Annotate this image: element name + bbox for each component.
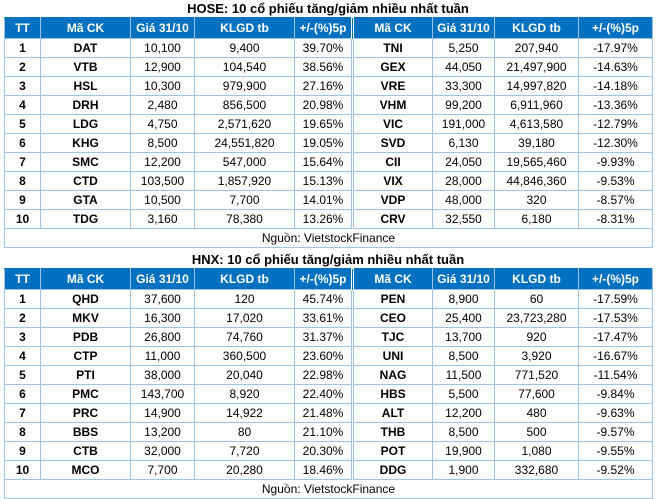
ticker-cell: VIC	[353, 115, 433, 134]
rank-cell: 10	[5, 461, 41, 480]
price-cell: 5,250	[433, 39, 495, 58]
ticker-cell: DAT	[41, 39, 131, 58]
volume-cell: 9,400	[195, 39, 295, 58]
ticker-cell: PTI	[41, 366, 131, 385]
change-cell: -14.63%	[579, 58, 653, 77]
page-title: HNX: 10 cổ phiếu tăng/giảm nhiều nhất tuần	[191, 252, 465, 267]
change-cell: 14.01%	[295, 191, 353, 210]
rank-cell: 7	[5, 153, 41, 172]
volume-cell: 207,940	[495, 39, 579, 58]
price-cell: 44,050	[433, 58, 495, 77]
change-cell: -9.63%	[579, 404, 653, 423]
ticker-cell: CTB	[41, 442, 131, 461]
price-cell: 10,500	[131, 191, 195, 210]
change-cell: -17.47%	[579, 328, 653, 347]
column-header: KLGD tb	[195, 18, 295, 39]
change-cell: 45.74%	[295, 290, 353, 309]
volume-cell: 480	[495, 404, 579, 423]
rank-cell: 5	[5, 115, 41, 134]
change-cell: -17.53%	[579, 309, 653, 328]
price-cell: 12,200	[433, 404, 495, 423]
ticker-cell: VDP	[353, 191, 433, 210]
price-cell: 143,700	[131, 385, 195, 404]
change-cell: 13.26%	[295, 210, 353, 229]
volume-cell: 4,613,580	[495, 115, 579, 134]
table-row	[5, 423, 653, 442]
rank-cell: 7	[5, 404, 41, 423]
price-cell: 6,130	[433, 134, 495, 153]
change-cell: -12.30%	[579, 134, 653, 153]
change-cell: -9.93%	[579, 153, 653, 172]
table-row	[5, 366, 653, 385]
price-cell: 4,750	[131, 115, 195, 134]
rank-cell: 8	[5, 423, 41, 442]
price-cell: 33,300	[433, 77, 495, 96]
table-row	[5, 134, 653, 153]
volume-cell: 3,920	[495, 347, 579, 366]
source-note: Nguồn: VietstockFinance	[5, 480, 653, 499]
volume-cell: 77,600	[495, 385, 579, 404]
column-header: Mã CK	[353, 18, 433, 39]
table-row	[5, 347, 653, 366]
price-cell: 37,600	[131, 290, 195, 309]
ticker-cell: PMC	[41, 385, 131, 404]
volume-cell: 20,280	[195, 461, 295, 480]
price-cell: 38,000	[131, 366, 195, 385]
rank-cell: 4	[5, 96, 41, 115]
column-header: +/-(%)5p	[295, 18, 353, 39]
column-header: Giá 31/10	[131, 18, 195, 39]
column-header: Mã CK	[41, 18, 131, 39]
ticker-cell: MKV	[41, 309, 131, 328]
table-row	[5, 461, 653, 480]
price-cell: 12,200	[131, 153, 195, 172]
price-cell: 32,550	[433, 210, 495, 229]
volume-cell: 332,680	[495, 461, 579, 480]
ticker-cell: VTB	[41, 58, 131, 77]
ticker-cell: KHG	[41, 134, 131, 153]
table-row	[5, 290, 653, 309]
ticker-cell: TJC	[353, 328, 433, 347]
price-cell: 12,900	[131, 58, 195, 77]
price-cell: 10,100	[131, 39, 195, 58]
hnx-table	[4, 268, 653, 499]
ticker-cell: CTD	[41, 172, 131, 191]
change-cell: 21.10%	[295, 423, 353, 442]
column-header: TT	[5, 269, 41, 290]
volume-cell: 17,020	[195, 309, 295, 328]
table-row	[5, 39, 653, 58]
volume-cell: 360,500	[195, 347, 295, 366]
price-cell: 26,800	[131, 328, 195, 347]
price-cell: 3,160	[131, 210, 195, 229]
volume-cell: 74,760	[195, 328, 295, 347]
rank-cell: 5	[5, 366, 41, 385]
price-cell: 32,000	[131, 442, 195, 461]
change-cell: 19.05%	[295, 134, 353, 153]
change-cell: -9.53%	[579, 172, 653, 191]
price-cell: 28,000	[433, 172, 495, 191]
ticker-cell: THB	[353, 423, 433, 442]
change-cell: 19.65%	[295, 115, 353, 134]
column-header: Giá 31/10	[433, 269, 495, 290]
column-header: Giá 31/10	[433, 18, 495, 39]
source-note: Nguồn: VietstockFinance	[5, 229, 653, 248]
change-cell: -8.31%	[579, 210, 653, 229]
column-header: Mã CK	[41, 269, 131, 290]
rank-cell: 3	[5, 77, 41, 96]
change-cell: 15.64%	[295, 153, 353, 172]
change-cell: 31.37%	[295, 328, 353, 347]
ticker-cell: CTP	[41, 347, 131, 366]
price-cell: 99,200	[433, 96, 495, 115]
rank-cell: 1	[5, 39, 41, 58]
ticker-cell: TNI	[353, 39, 433, 58]
rank-cell: 1	[5, 290, 41, 309]
rank-cell: 4	[5, 347, 41, 366]
table-row	[5, 442, 653, 461]
ticker-cell: ALT	[353, 404, 433, 423]
price-cell: 11,500	[433, 366, 495, 385]
table-row	[5, 153, 653, 172]
ticker-cell: PDB	[41, 328, 131, 347]
volume-cell: 979,900	[195, 77, 295, 96]
table-row	[5, 385, 653, 404]
price-cell: 48,000	[433, 191, 495, 210]
price-cell: 16,300	[131, 309, 195, 328]
price-cell: 2,480	[131, 96, 195, 115]
change-cell: 22.40%	[295, 385, 353, 404]
volume-cell: 24,551,820	[195, 134, 295, 153]
column-header: Giá 31/10	[131, 269, 195, 290]
price-cell: 7,700	[131, 461, 195, 480]
volume-cell: 7,720	[195, 442, 295, 461]
ticker-cell: SMC	[41, 153, 131, 172]
table-row	[5, 191, 653, 210]
price-cell: 5,500	[433, 385, 495, 404]
volume-cell: 80	[195, 423, 295, 442]
rank-cell: 8	[5, 172, 41, 191]
change-cell: 38.56%	[295, 58, 353, 77]
hnx-board	[0, 251, 656, 499]
change-cell: -9.52%	[579, 461, 653, 480]
ticker-cell: VHM	[353, 96, 433, 115]
change-cell: -11.54%	[579, 366, 653, 385]
ticker-cell: MCO	[41, 461, 131, 480]
ticker-cell: BBS	[41, 423, 131, 442]
price-cell: 1,900	[433, 461, 495, 480]
ticker-cell: CRV	[353, 210, 433, 229]
volume-cell: 1,080	[495, 442, 579, 461]
source-row	[5, 229, 653, 248]
volume-cell: 320	[495, 191, 579, 210]
change-cell: -9.84%	[579, 385, 653, 404]
table-row	[5, 58, 653, 77]
ticker-cell: DDG	[353, 461, 433, 480]
price-cell: 14,900	[131, 404, 195, 423]
rank-cell: 2	[5, 309, 41, 328]
ticker-cell: VRE	[353, 77, 433, 96]
ticker-cell: PEN	[353, 290, 433, 309]
volume-cell: 1,857,920	[195, 172, 295, 191]
column-header: +/-(%)5p	[579, 269, 653, 290]
ticker-cell: GTA	[41, 191, 131, 210]
change-cell: 27.16%	[295, 77, 353, 96]
table-row	[5, 328, 653, 347]
change-cell: -9.55%	[579, 442, 653, 461]
change-cell: 23.60%	[295, 347, 353, 366]
header-row	[5, 269, 653, 290]
ticker-cell: QHD	[41, 290, 131, 309]
ticker-cell: POT	[353, 442, 433, 461]
hose-board	[0, 0, 656, 248]
change-cell: 15.13%	[295, 172, 353, 191]
change-cell: -16.67%	[579, 347, 653, 366]
ticker-cell: SVD	[353, 134, 433, 153]
column-header: TT	[5, 18, 41, 39]
volume-cell: 21,497,900	[495, 58, 579, 77]
table-row	[5, 309, 653, 328]
table-row	[5, 115, 653, 134]
change-cell: -17.97%	[579, 39, 653, 58]
rank-cell: 9	[5, 442, 41, 461]
price-cell: 19,900	[433, 442, 495, 461]
hose-table	[4, 17, 653, 248]
ticker-cell: CEO	[353, 309, 433, 328]
ticker-cell: HBS	[353, 385, 433, 404]
column-header: Mã CK	[353, 269, 433, 290]
volume-cell: 6,911,960	[495, 96, 579, 115]
volume-cell: 6,180	[495, 210, 579, 229]
price-cell: 13,200	[131, 423, 195, 442]
change-cell: 21.48%	[295, 404, 353, 423]
change-cell: 39.70%	[295, 39, 353, 58]
volume-cell: 120	[195, 290, 295, 309]
change-cell: -12.79%	[579, 115, 653, 134]
volume-cell: 78,380	[195, 210, 295, 229]
price-cell: 13,700	[433, 328, 495, 347]
table-row	[5, 404, 653, 423]
volume-cell: 856,500	[195, 96, 295, 115]
page-title: HOSE: 10 cổ phiếu tăng/giảm nhiều nhất tuần	[187, 1, 469, 16]
rank-cell: 6	[5, 134, 41, 153]
volume-cell: 20,040	[195, 366, 295, 385]
ticker-cell: VIX	[353, 172, 433, 191]
ticker-cell: NAG	[353, 366, 433, 385]
volume-cell: 23,723,280	[495, 309, 579, 328]
price-cell: 103,500	[131, 172, 195, 191]
column-header: KLGD tb	[495, 269, 579, 290]
price-cell: 10,300	[131, 77, 195, 96]
price-cell: 8,900	[433, 290, 495, 309]
price-cell: 11,000	[131, 347, 195, 366]
column-header: +/-(%)5p	[579, 18, 653, 39]
change-cell: -17.59%	[579, 290, 653, 309]
source-row	[5, 480, 653, 499]
ticker-cell: PRC	[41, 404, 131, 423]
rank-cell: 2	[5, 58, 41, 77]
rank-cell: 6	[5, 385, 41, 404]
ticker-cell: CII	[353, 153, 433, 172]
volume-cell: 14,922	[195, 404, 295, 423]
price-cell: 8,500	[433, 347, 495, 366]
change-cell: 18.46%	[295, 461, 353, 480]
price-cell: 191,000	[433, 115, 495, 134]
ticker-cell: HSL	[41, 77, 131, 96]
change-cell: -13.36%	[579, 96, 653, 115]
volume-cell: 104,540	[195, 58, 295, 77]
ticker-cell: DRH	[41, 96, 131, 115]
ticker-cell: UNI	[353, 347, 433, 366]
table-row	[5, 172, 653, 191]
ticker-cell: TDG	[41, 210, 131, 229]
volume-cell: 920	[495, 328, 579, 347]
change-cell: 20.30%	[295, 442, 353, 461]
volume-cell: 8,920	[195, 385, 295, 404]
price-cell: 8,500	[131, 134, 195, 153]
table-row	[5, 210, 653, 229]
volume-cell: 771,520	[495, 366, 579, 385]
price-cell: 24,050	[433, 153, 495, 172]
change-cell: -8.57%	[579, 191, 653, 210]
volume-cell: 547,000	[195, 153, 295, 172]
column-header: +/-(%)5p	[295, 269, 353, 290]
change-cell: 22.98%	[295, 366, 353, 385]
column-header: KLGD tb	[495, 18, 579, 39]
volume-cell: 2,571,620	[195, 115, 295, 134]
rank-cell: 10	[5, 210, 41, 229]
change-cell: -9.57%	[579, 423, 653, 442]
volume-cell: 44,846,360	[495, 172, 579, 191]
volume-cell: 19,565,460	[495, 153, 579, 172]
table-row	[5, 77, 653, 96]
volume-cell: 39,180	[495, 134, 579, 153]
price-cell: 25,400	[433, 309, 495, 328]
volume-cell: 7,700	[195, 191, 295, 210]
volume-cell: 60	[495, 290, 579, 309]
change-cell: 20.98%	[295, 96, 353, 115]
column-header: KLGD tb	[195, 269, 295, 290]
price-cell: 8,500	[433, 423, 495, 442]
ticker-cell: LDG	[41, 115, 131, 134]
volume-cell: 14,997,820	[495, 77, 579, 96]
header-row	[5, 18, 653, 39]
table-row	[5, 96, 653, 115]
change-cell: -14.18%	[579, 77, 653, 96]
volume-cell: 500	[495, 423, 579, 442]
ticker-cell: GEX	[353, 58, 433, 77]
rank-cell: 3	[5, 328, 41, 347]
change-cell: 33.61%	[295, 309, 353, 328]
rank-cell: 9	[5, 191, 41, 210]
